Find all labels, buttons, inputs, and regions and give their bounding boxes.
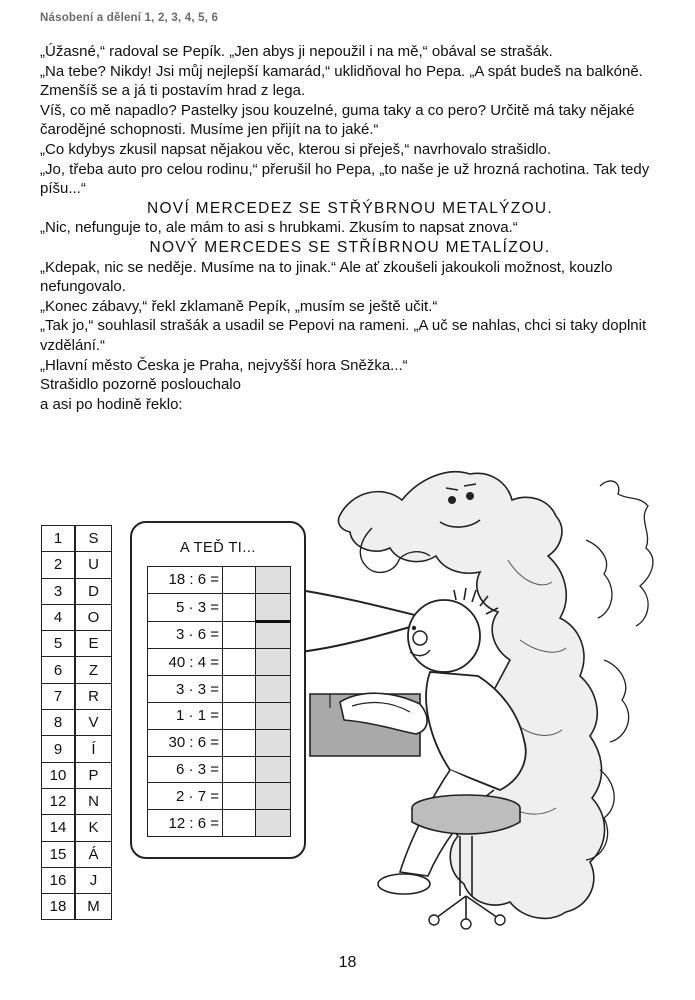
answer-box[interactable]	[223, 621, 256, 649]
cipher-row	[42, 841, 112, 867]
answer-box[interactable]	[223, 676, 256, 703]
story-paragraph: „Co kdybys zkusil napsat nějakou věc, kterou si přeješ,“ navrhovalo strašidlo.	[40, 140, 552, 158]
answer-box[interactable]	[223, 729, 256, 756]
cipher-letter: Í	[75, 736, 112, 762]
letter-box[interactable]	[256, 783, 291, 810]
cipher-key-table	[41, 525, 112, 920]
story-paragraph: „Nic, nefunguje to, ale mám to asi s hrubkami. Zkusím to napsat znova.“	[40, 219, 518, 237]
cipher-number: 14	[42, 815, 76, 841]
task-row	[148, 621, 291, 649]
cipher-letter: N	[75, 788, 112, 814]
answer-box[interactable]	[223, 756, 256, 783]
task-row	[148, 756, 291, 783]
cipher-number: 16	[42, 867, 76, 893]
cipher-row	[42, 683, 112, 709]
task-row	[148, 783, 291, 810]
cipher-number: 3	[42, 578, 76, 604]
answer-box[interactable]	[223, 649, 256, 676]
cipher-letter: M	[75, 894, 112, 920]
story-paragraph: „Tak jo,“ souhlasil strašák a usadil se Pepovi na rameni. „A uč se nahlas, chci si taky doplnit vzdělání.“	[40, 317, 647, 354]
letter-box[interactable]	[256, 567, 291, 594]
math-task-table	[147, 566, 291, 837]
cipher-letter: V	[75, 710, 112, 736]
cipher-letter: R	[75, 683, 112, 709]
task-expression: 1 · 1 =	[148, 702, 223, 729]
task-expression: 2 · 7 =	[148, 783, 223, 810]
cipher-letter: E	[75, 631, 112, 657]
cipher-row	[42, 867, 112, 893]
answer-box[interactable]	[223, 783, 256, 810]
story-paragraph: „Úžasné,“ radoval se Pepík. „Jen abys ji nepoužil i na mě,“ obával se strašák.	[40, 43, 553, 60]
task-row	[148, 810, 291, 837]
cipher-number: 4	[42, 604, 76, 630]
story-paragraph: a asi po hodině řeklo:	[40, 395, 183, 413]
cipher-row	[42, 526, 112, 552]
cipher-row	[42, 894, 112, 920]
story-paragraph: Strašidlo pozorně poslouchalo	[40, 376, 241, 394]
misspelled-headline: NOVÍ MERCEDEZ SE STŘÝBRNOU METALÝZOU.	[146, 199, 554, 217]
cipher-row	[42, 788, 112, 814]
page-number: 18	[338, 954, 357, 971]
letter-box[interactable]	[256, 621, 291, 649]
cipher-number: 1	[42, 526, 76, 552]
cipher-letter: O	[75, 604, 112, 630]
task-expression: 40 : 4 =	[148, 649, 223, 676]
task-row	[148, 702, 291, 729]
answer-box[interactable]	[223, 810, 256, 837]
cipher-letter: Z	[75, 657, 112, 683]
speech-bubble	[130, 521, 306, 859]
story-paragraph: „Jo, třeba auto pro celou rodinu,“ přerušil ho Pepa, „to naše je už hrozná rachotina. Tak tedy píšu...“	[40, 160, 650, 198]
cipher-row	[42, 552, 112, 578]
cipher-number: 12	[42, 788, 76, 814]
story-paragraph: „Hlavní město Česka je Praha, nejvyšší hora Sněžka...“	[40, 356, 408, 374]
section-header: Násobení a dělení 1, 2, 3, 4, 5, 6	[40, 12, 219, 24]
letter-box[interactable]	[256, 756, 291, 783]
letter-box[interactable]	[256, 729, 291, 756]
cipher-number: 15	[42, 841, 76, 867]
cipher-number: 9	[42, 736, 76, 762]
bubble-title: A TEĎ TI...	[180, 540, 256, 556]
cipher-letter: Á	[75, 841, 112, 867]
cipher-row	[42, 762, 112, 788]
cipher-number: 5	[42, 631, 76, 657]
cipher-number: 2	[42, 552, 76, 578]
task-row	[148, 567, 291, 594]
task-expression: 5 · 3 =	[148, 593, 223, 621]
cipher-row	[42, 604, 112, 630]
cipher-number: 18	[42, 894, 76, 920]
answer-box[interactable]	[223, 702, 256, 729]
letter-box[interactable]	[256, 810, 291, 837]
cipher-letter: J	[75, 867, 112, 893]
cipher-row	[42, 578, 112, 604]
task-row	[148, 593, 291, 621]
story-paragraph: „Kdepak, nic se neděje. Musíme na to jinak.“ Ale ať zkoušeli jakoukoli možnost, kouzlo nefungovalo.	[40, 258, 613, 296]
task-expression: 3 · 6 =	[148, 621, 223, 649]
cipher-number: 6	[42, 657, 76, 683]
cipher-letter: D	[75, 578, 112, 604]
task-row	[148, 676, 291, 703]
cipher-number: 10	[42, 762, 76, 788]
task-expression: 6 · 3 =	[148, 756, 223, 783]
cipher-row	[42, 631, 112, 657]
story-paragraph: „Na tebe? Nikdy! Jsi můj nejlepší kamarád,“ uklidňoval ho Pepa. „A spát budeš na balkóně. Zmenšíš se a já ti postavím hrad z lega.	[40, 62, 643, 100]
answer-box[interactable]	[223, 593, 256, 621]
task-expression: 3 · 3 =	[148, 676, 223, 703]
story-paragraph: „Konec zábavy,“ řekl zklamaně Pepík, „musím se ještě učit.“	[40, 297, 438, 315]
cipher-row	[42, 736, 112, 762]
cipher-number: 8	[42, 710, 76, 736]
task-expression: 30 : 6 =	[148, 729, 223, 756]
task-expression: 18 : 6 =	[148, 567, 223, 594]
cipher-letter: U	[75, 552, 112, 578]
letter-box[interactable]	[256, 702, 291, 729]
cipher-row	[42, 815, 112, 841]
corrected-headline: NOVÝ MERCEDES SE STŘÍBRNOU METALÍZOU.	[149, 238, 551, 256]
letter-box[interactable]	[256, 676, 291, 703]
cipher-letter: S	[75, 526, 112, 552]
answer-box[interactable]	[223, 567, 256, 594]
cipher-letter: K	[75, 815, 112, 841]
task-row	[148, 729, 291, 756]
cipher-number: 7	[42, 683, 76, 709]
cipher-row	[42, 710, 112, 736]
cipher-row	[42, 657, 112, 683]
task-row	[148, 649, 291, 676]
cipher-letter: P	[75, 762, 112, 788]
letter-box[interactable]	[256, 593, 291, 621]
letter-box[interactable]	[256, 649, 291, 676]
task-expression: 12 : 6 =	[148, 810, 223, 837]
story-paragraph: Víš, co mě napadlo? Pastelky jsou kouzelné, guma taky a co pero? Určitě má taky nějaké čarodějné schopnosti. Musíme jen přijít na to jaké.“	[40, 101, 635, 139]
